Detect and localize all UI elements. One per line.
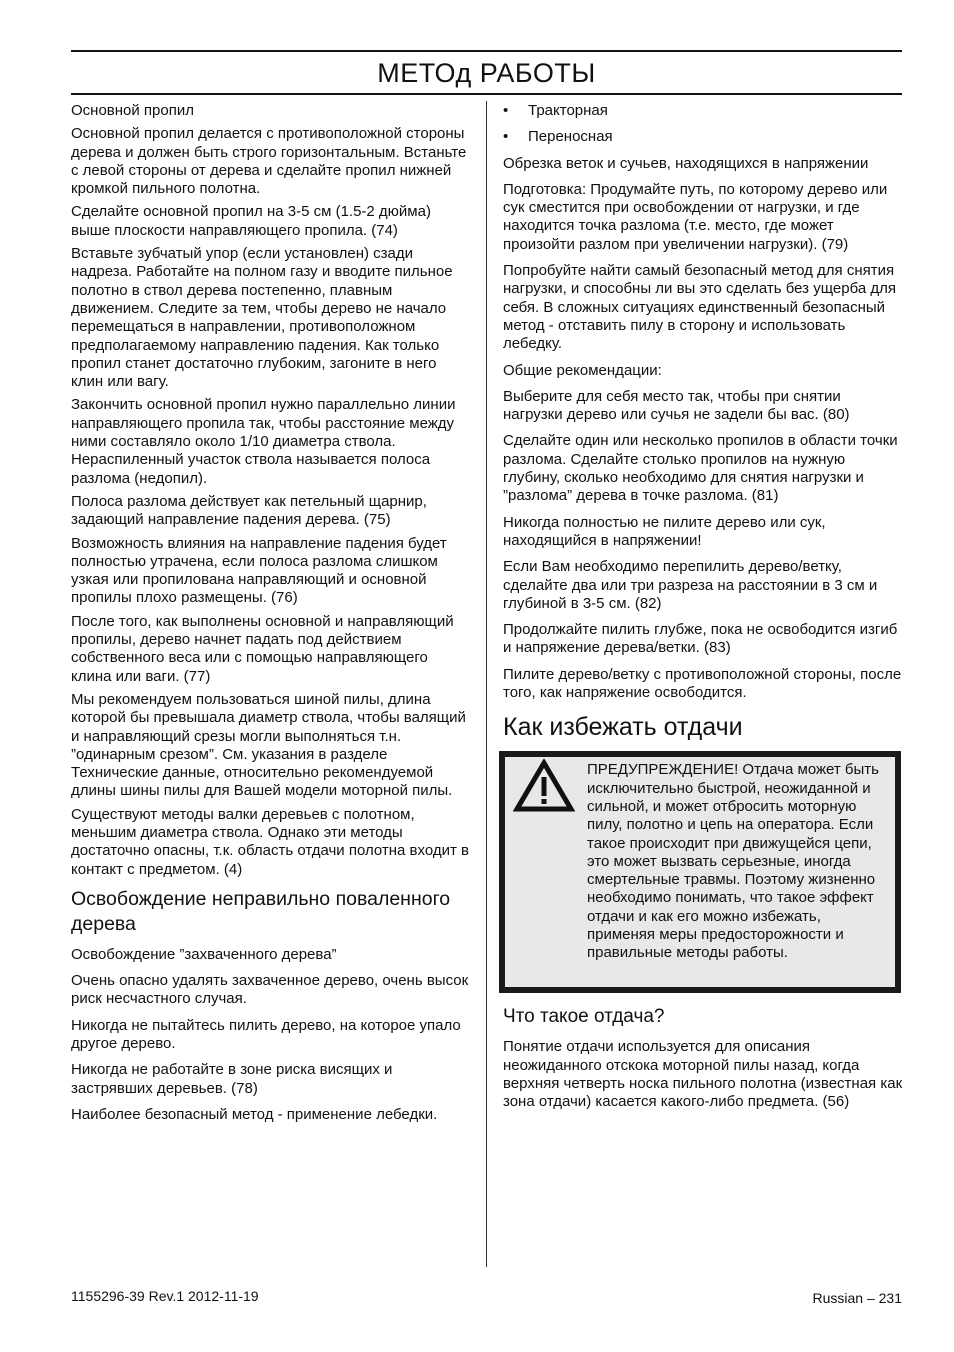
paragraph: Возможность влияния на направление падения будет полностью утрачена, если полоса разлома слишком узкая или пропилована направляющий и основной пропилы плохо размещены. (76) [71, 534, 447, 607]
paragraph: Подготовка: Продумайте путь, по которому дерево или сук сместится при освобождении от нагрузки, и где находится точка разлома (т.е. место, где может произойти разлом при увеличении нагрузки). (79) [503, 180, 888, 253]
section-heading-what-is-kickback: Что такое отдача? [503, 1006, 665, 1028]
header-rule-bottom [71, 93, 902, 95]
footer-doc-id: 1155296-39 Rev.1 2012-11-19 [71, 1288, 259, 1304]
paragraph: Продолжайте пилить глубже, пока не освободится изгиб и напряжение дерева/ветки. (83) [503, 621, 898, 657]
warning-triangle-icon [513, 759, 575, 813]
paragraph: Обрезка веток и сучьев, находящихся в напряжении [503, 154, 869, 172]
paragraph: Выберите для себя место так, чтобы при снятии нагрузки дерево или сучья не задели бы вас. (80) [503, 387, 850, 424]
paragraph: Полоса разлома действует как петельный щарнир, задающий направление падения дерева. (75) [71, 492, 427, 529]
section-heading-release-tree: Освобождение неправильно поваленного дерева [71, 887, 451, 935]
paragraph: Пилите дерево/ветку с противоположной стороны, после того, как напряжение освободится. [503, 665, 902, 702]
paragraph: Общие рекомендации: [503, 361, 662, 379]
warning-panel [505, 757, 895, 987]
paragraph: После того, как выполнены основной и направляющий пропилы, дерево начнет падать под действием собственного веса или с помощью направляющего клина или ваги. (77) [71, 612, 454, 685]
paragraph: Попробуйте найти самый безопасный метод для снятия нагрузки, и способны ли вы это сделать без ущерба для себя. В сложных ситуациях единственный безопасный метод - отставить пилу в сторону и использовать лебедку. [503, 262, 896, 353]
list-item: • Тракторная [503, 102, 608, 119]
warning-box [499, 751, 901, 993]
paragraph: Никогда полностью не пилите дерево или сук, находящийся в напряжении! [503, 513, 826, 549]
paragraph: Сделайте один или несколько пропилов в области точки разлома. Сделайте столько пропилов на нужную глубину, сколько необходимо для снятия нагрузки и ”разлома” дерева в точке разлома. (81) [503, 432, 898, 505]
paragraph: Понятие отдачи используется для описания неожиданного отскока моторной пилы назад, когда верхняя четверть носка пильного полотна (известная как зона отдачи) касается какого-либо предмета. (56) [503, 1038, 903, 1111]
paragraph: Основной пропил делается с противоположной стороны дерева и должен быть строго горизонтальным. Встаньте с левой стороны от дерева и сделайте пропил нижней кромкой пильного полотна. [71, 125, 467, 198]
bullet-icon: • [503, 128, 509, 146]
paragraph: Существуют методы валки деревьев с полотном, меньшим диаметра ствола. Однако эти методы достаточно опасны, т.к. область отдачи полотна входит в контакт с предметом. (4) [71, 805, 470, 878]
paragraph: Очень опасно удалять захваченное дерево, очень высок риск несчастного случая. [71, 972, 469, 1008]
paragraph: Если Вам необходимо перепилить дерево/ветку, сделайте два или три разреза на расстоянии в 3 см и глубиной в 3-5 см. (82) [503, 558, 878, 612]
paragraph: Основной пропил [71, 102, 194, 119]
footer-page-label: Russian – 231 [812, 1290, 902, 1306]
right-column [503, 102, 903, 1117]
bullet-list [503, 102, 903, 147]
paragraph: Мы рекомендуем пользоваться шиной пилы, длина которой бы превышала диаметр ствола, чтобы валящий и направляющий срезы могли выполняться т.н. ”одинарным срезом”. См. указания в разделе Технические данные, относительно рекомендуемой длины шины пилы для Вашей модели моторной пилы. [71, 690, 466, 800]
list-item: • Переносная [503, 128, 613, 146]
header-rule-top [71, 50, 902, 52]
left-column [71, 102, 469, 1132]
column-divider [486, 101, 487, 1267]
paragraph: Освобождение ”захваченного дерева” [71, 945, 337, 963]
paragraph: Никогда не работайте в зоне риска висящих и застрявших деревьев. (78) [71, 1061, 393, 1097]
section-heading-kickback: Как избежать отдачи [503, 713, 743, 742]
paragraph: Никогда не пытайтесь пилить дерево, на которое упало другое дерево. [71, 1016, 461, 1053]
paragraph: Наиболее безопасный метод - применение лебедки. [71, 1105, 438, 1123]
bullet-icon: • [503, 102, 509, 119]
page-title: МЕТОд РАБОТЫ [377, 58, 596, 88]
paragraph: Сделайте основной пропил на 3-5 см (1.5-2 дюйма) выше плоскости направляющего пропила. (74) [71, 203, 431, 239]
warning-text: ПРЕДУПРЕЖДЕНИЕ! Отдача может быть исключительно быстрой, неожиданной и сильной, и может отбросить моторную пилу, полотно и цепь на оператора. Если такое происходит при движущейся цепи, это может вызвать серьезные, иногда смертельные травмы. Поэтому жизненно необходимо понимать, что такое эффект отдачи и как его можно избежать, применяя меры предосторожности и правильные методы работы. [587, 761, 879, 962]
paragraph: Закончить основной пропил нужно параллельно линии направляющего пропила так, чтобы расстояние между ними составляло около 1/10 диаметра ствола. Нераспиленный участок ствола называется полоса разлома (недопил). [71, 396, 456, 487]
paragraph: Вставьте зубчатый упор (если установлен) сзади надреза. Работайте на полном газу и вводите пильное полотно в ствол дерева постепенно, плавным движением. Следите за тем, чтобы дерево не начало перемещаться в направлении, противоположном предполагаемому направлению падения. Как только пропил станет достаточно глубоким, загоните в него клин или вагу. [71, 245, 453, 391]
